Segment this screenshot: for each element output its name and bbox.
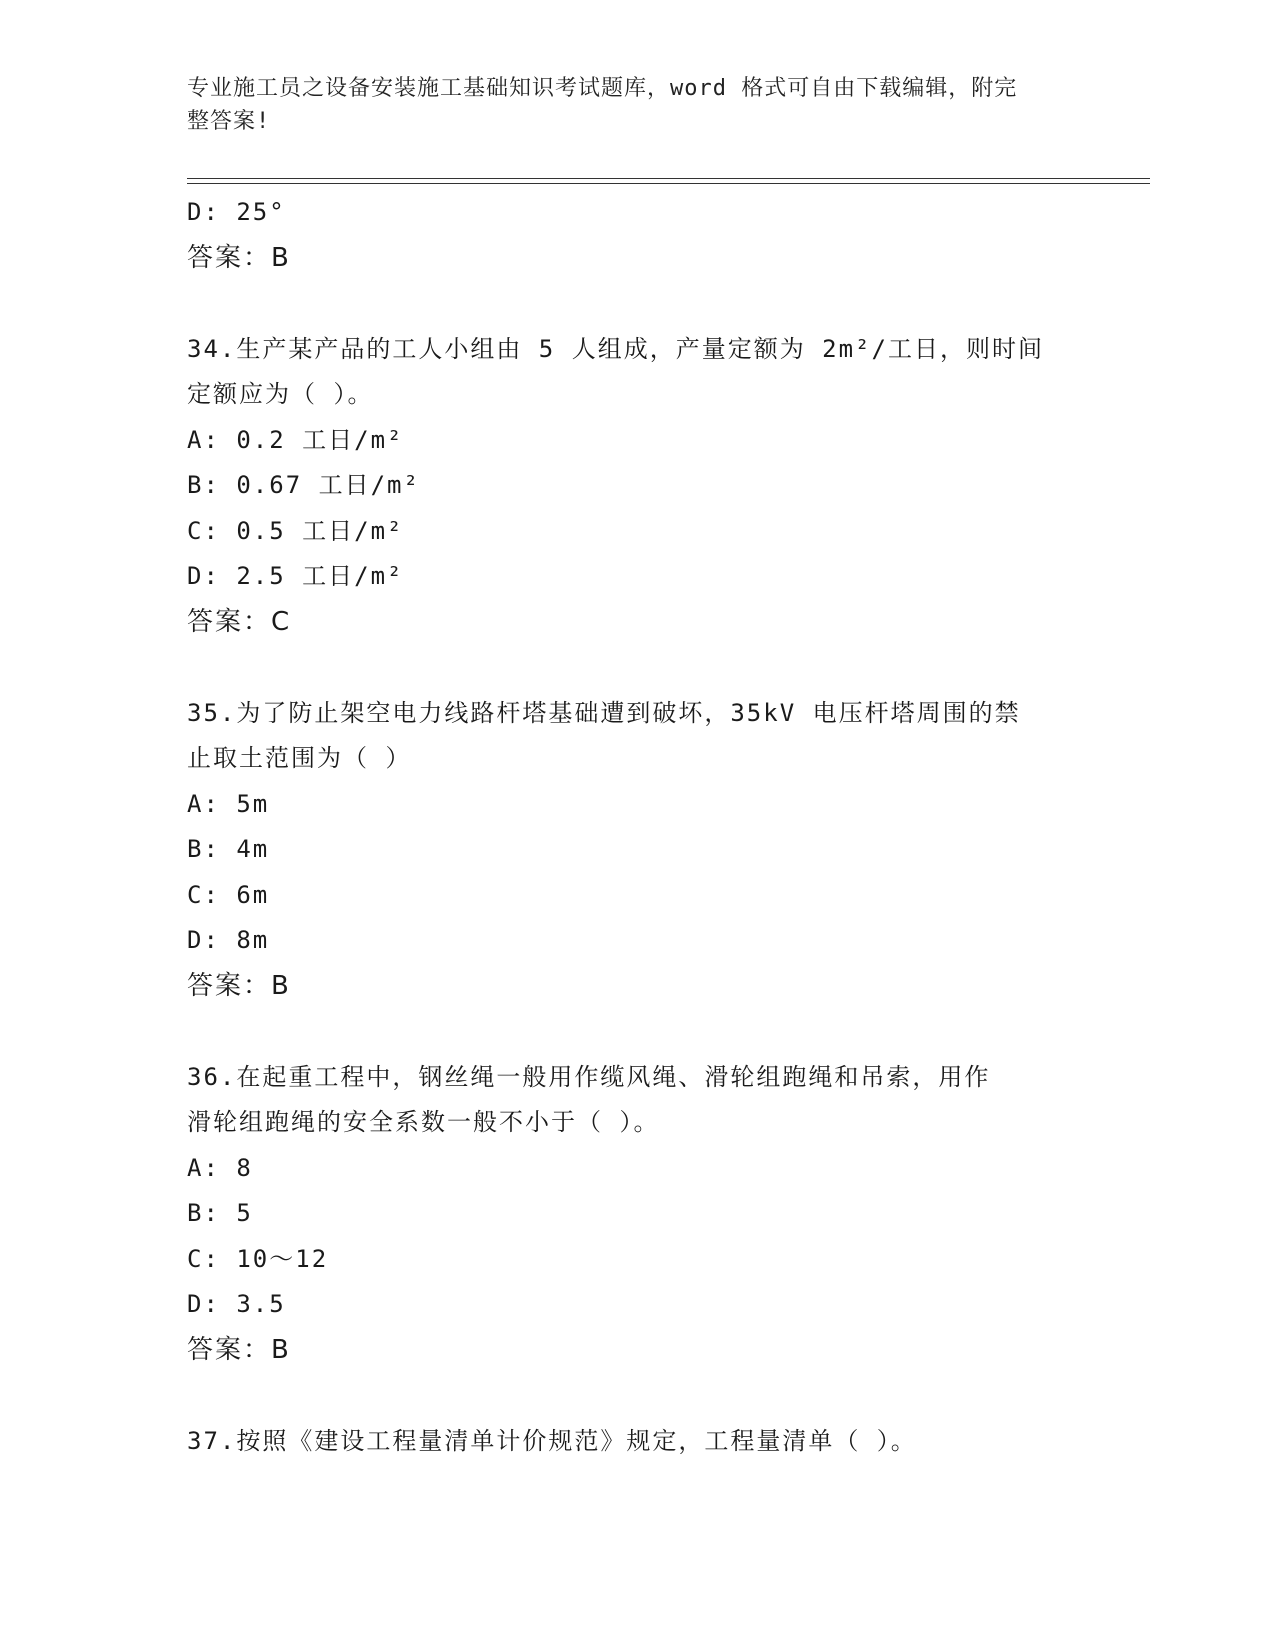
option-d: D: 25°: [187, 198, 286, 226]
option-c: C: 0.5 工日/m²: [187, 516, 404, 545]
question-stem: 34.生产某产品的工人小组由 5 人组成，产量定额为 2m²/工日，则时间: [187, 334, 1044, 363]
option-c: C: 6m: [187, 880, 270, 909]
header-line-2: 整答案!: [187, 109, 271, 134]
answer: 答案：C: [187, 606, 292, 637]
question-stem: 37.按照《建设工程量清单计价规范》规定，工程量清单（ ）。: [187, 1426, 917, 1455]
question-stem: 止取土范围为（ ）: [187, 744, 412, 772]
option-d: D: 8m: [187, 926, 270, 954]
document-body: [187, 190, 1087, 1464]
question-35: [187, 691, 1087, 1010]
option-b: B: 5: [187, 1199, 253, 1227]
question-stem: 35.为了防止架空电力线路杆塔基础遭到破坏，35kV 电压杆塔周围的禁: [187, 698, 1021, 727]
option-b: B: 0.67 工日/m²: [187, 471, 420, 499]
option-a: A: 0.2 工日/m²: [187, 425, 404, 454]
question-36: [187, 1055, 1087, 1374]
answer: 答案：B: [187, 1334, 291, 1365]
question-stem: 滑轮组跑绳的安全系数一般不小于（ ）。: [187, 1108, 660, 1136]
header-line-1: 专业施工员之设备安装施工基础知识考试题库，word 格式可自由下载编辑，附完: [187, 76, 1018, 101]
option-a: A: 8: [187, 1153, 253, 1182]
header-rule-top: [187, 178, 1150, 179]
answer: 答案：B: [187, 242, 291, 273]
question-stem: 定额应为（ ）。: [187, 380, 374, 408]
option-d: D: 3.5: [187, 1290, 286, 1318]
option-d: D: 2.5 工日/m²: [187, 562, 404, 590]
answer: 答案：B: [187, 970, 291, 1001]
option-b: B: 4m: [187, 835, 270, 863]
page-header: [187, 72, 1067, 138]
question-34: [187, 327, 1087, 646]
option-a: A: 5m: [187, 789, 270, 818]
question-37: [187, 1419, 1087, 1465]
question-stem: 36.在起重工程中，钢丝绳一般用作缆风绳、滑轮组跑绳和吊索，用作: [187, 1062, 991, 1091]
header-rule-bottom: [187, 183, 1150, 184]
option-c: C: 10～12: [187, 1244, 329, 1273]
